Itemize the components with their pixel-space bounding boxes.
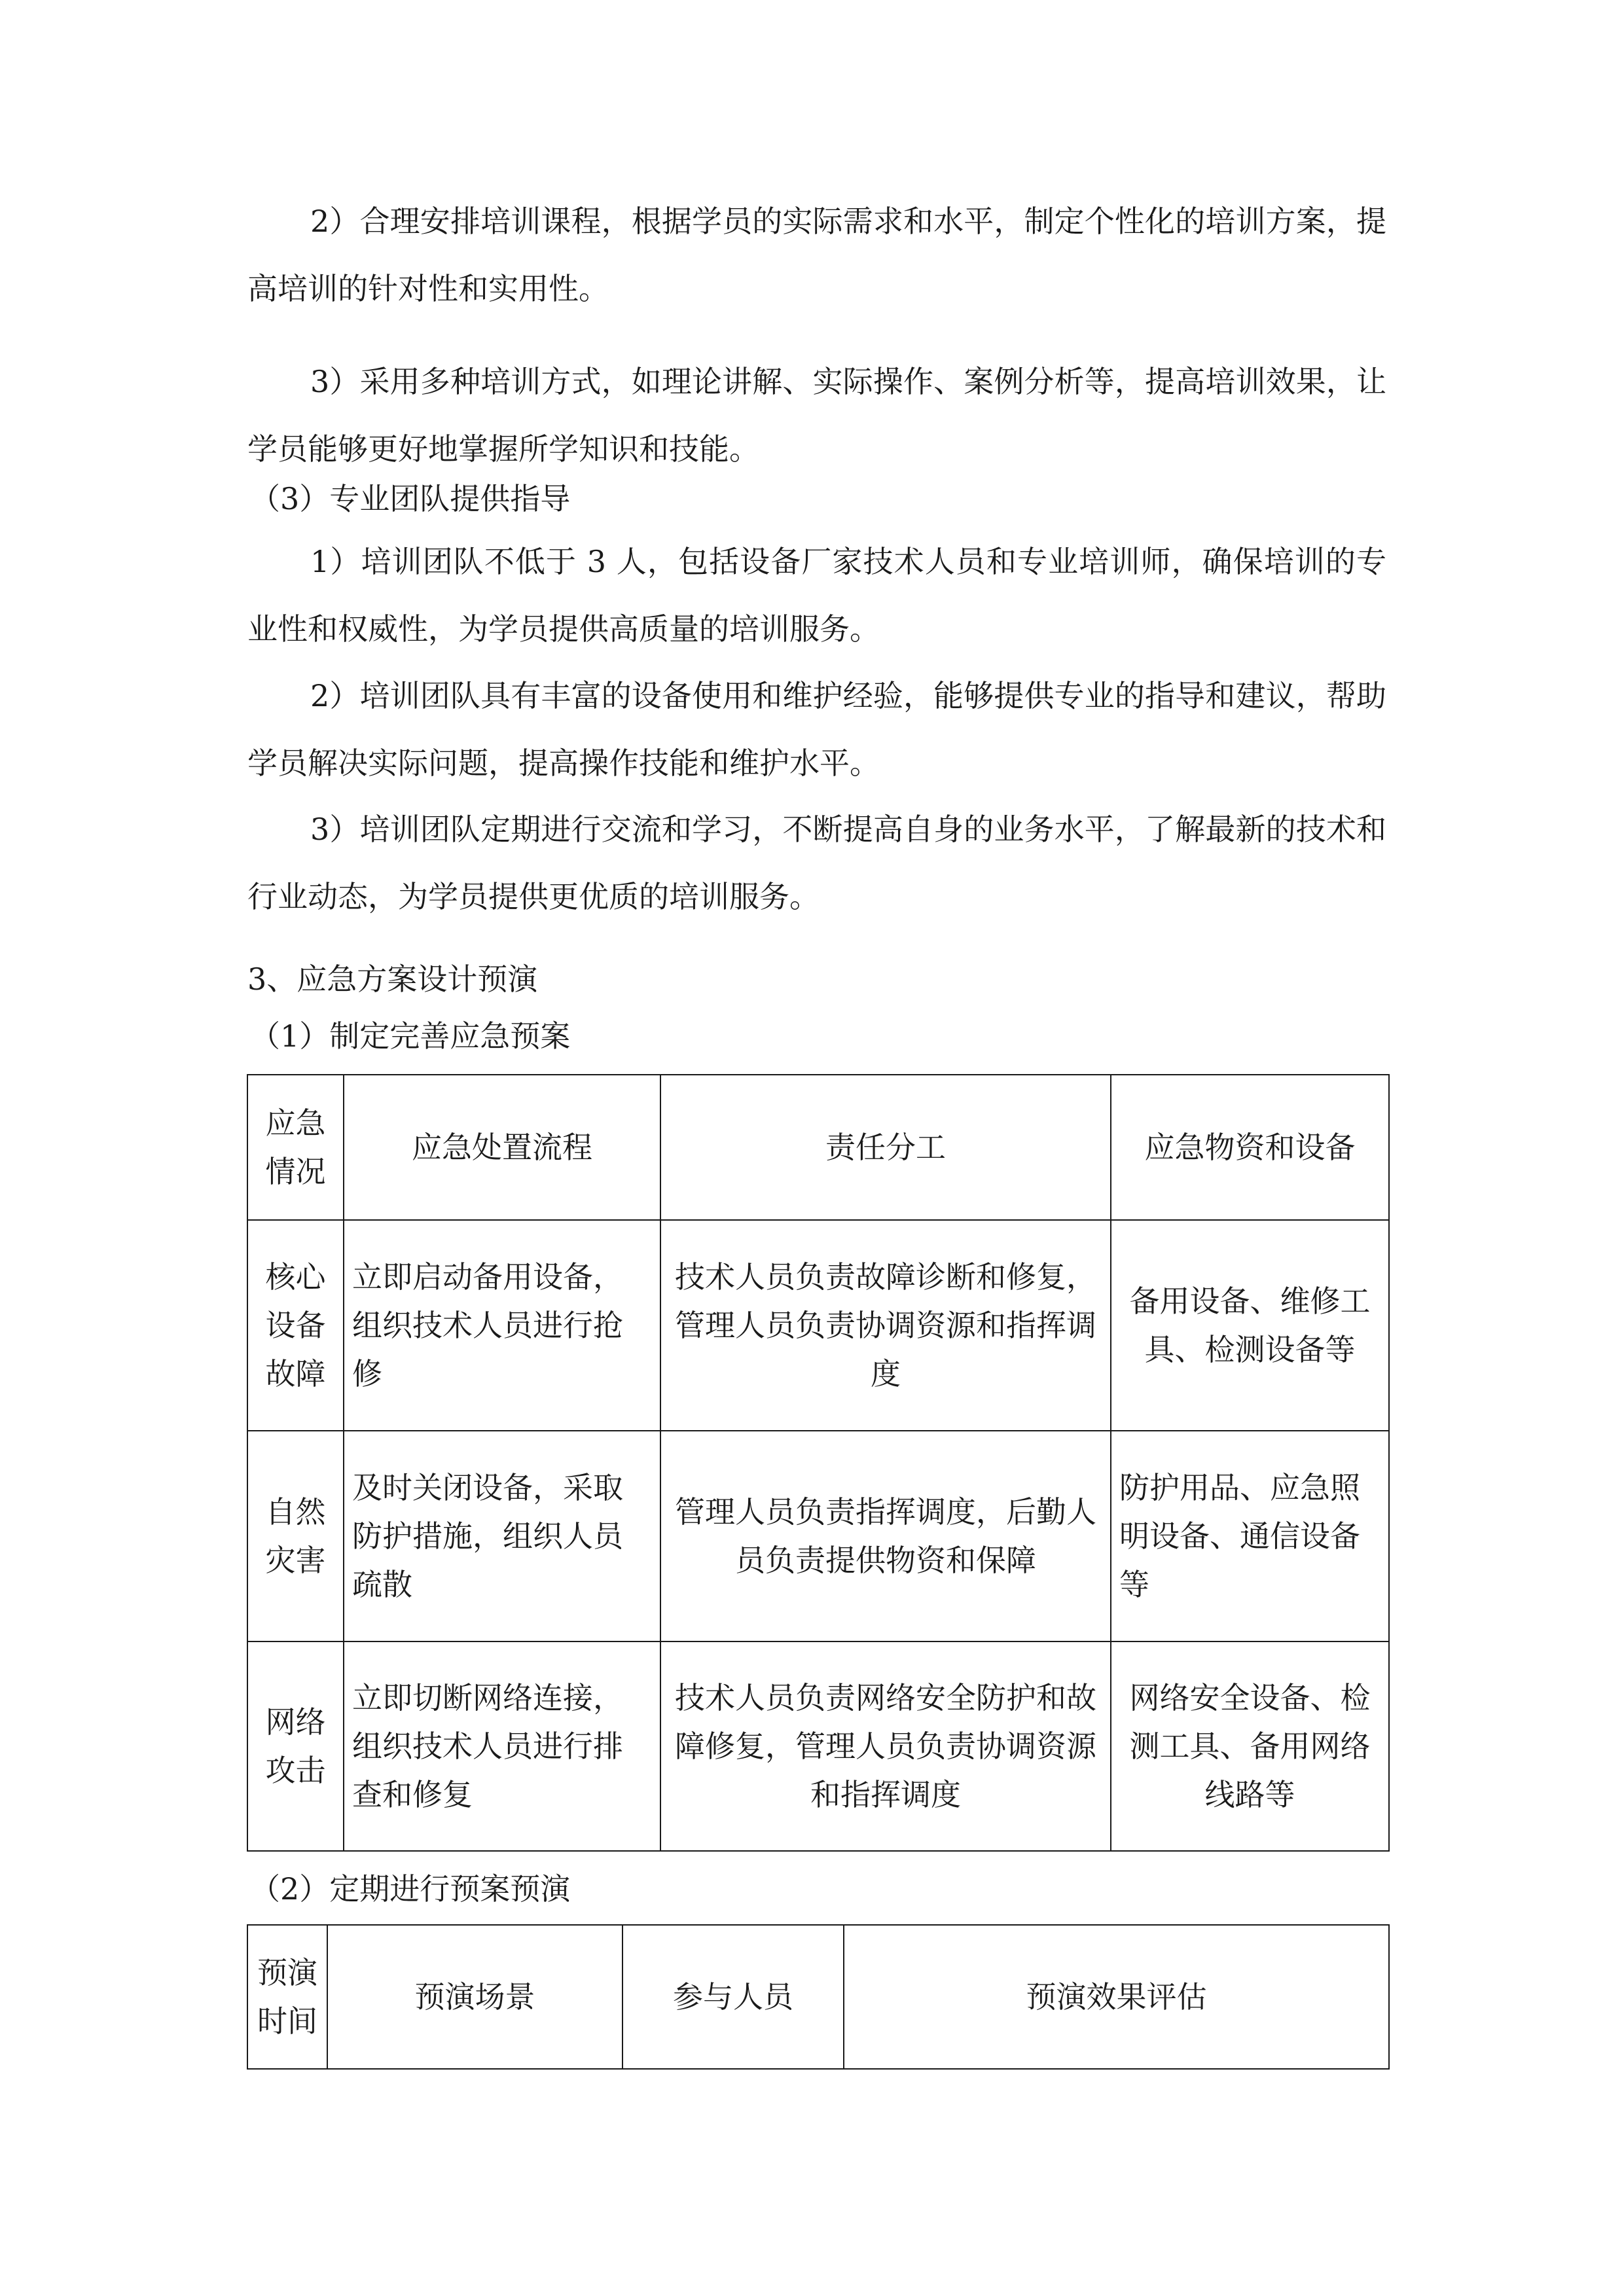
table-cell: 立即切断网络连接，组织技术人员进行排查和修复 [344, 1641, 660, 1851]
table-cell: 网络安全设备、检测工具、备用网络线路等 [1111, 1641, 1389, 1851]
header-cell: 责任分工 [660, 1075, 1111, 1220]
emergency-plan-table [247, 1074, 1390, 1852]
table-header-row [247, 1925, 1389, 2069]
header-cell: 应急情况 [247, 1075, 344, 1220]
paragraph-training-methods: 3）采用多种培训方式，如理论讲解、实际操作、案例分析等，提高培训效果，让学员能够更好地掌握所学知识和技能。 [247, 364, 1386, 467]
table-cell: 备用设备、维修工具、检测设备等 [1111, 1220, 1389, 1431]
paragraph-training-course: 2）合理安排培训课程，根据学员的实际需求和水平，制定个性化的培训方案，提高培训的针对性和实用性。 [247, 204, 1386, 306]
table-cell: 核心设备故障 [247, 1220, 344, 1431]
table-cell: 管理人员负责指挥调度，后勤人员负责提供物资和保障 [660, 1431, 1111, 1641]
table-header-row [247, 1075, 1389, 1220]
table-cell: 网络攻击 [247, 1641, 344, 1851]
table-row [247, 1431, 1389, 1641]
header-cell: 预演场景 [327, 1925, 623, 2069]
table-cell: 防护用品、应急照明设备、通信设备等 [1111, 1431, 1389, 1641]
paragraph-team-experience: 2）培训团队具有丰富的设备使用和维护经验，能够提供专业的指导和建议，帮助学员解决实际问题，提高操作技能和维护水平。 [247, 678, 1386, 781]
heading-drill: （2）定期进行预案预演 [250, 1871, 571, 1907]
header-cell: 应急处置流程 [344, 1075, 660, 1220]
paragraph-team-learning: 3）培训团队定期进行交流和学习，不断提高自身的业务水平，了解最新的技术和行业动态，为学员提供更优质的培训服务。 [247, 812, 1386, 914]
table-cell: 及时关闭设备，采取防护措施，组织人员疏散 [344, 1431, 660, 1641]
header-cell: 预演时间 [247, 1925, 327, 2069]
table-cell: 立即启动备用设备，组织技术人员进行抢修 [344, 1220, 660, 1431]
table-row [247, 1641, 1389, 1851]
header-cell: 参与人员 [623, 1925, 844, 2069]
table-row [247, 1220, 1389, 1431]
table-cell: 技术人员负责网络安全防护和故障修复，管理人员负责协调资源和指挥调度 [660, 1641, 1111, 1851]
paragraph-team-size: 1）培训团队不低于 3 人，包括设备厂家技术人员和专业培训师，确保培训的专业性和权威性，为学员提供高质量的培训服务。 [247, 544, 1386, 647]
heading-emergency-plan: （1）制定完善应急预案 [250, 1018, 571, 1054]
table-cell: 自然灾害 [247, 1431, 344, 1641]
drill-table [247, 1924, 1390, 2070]
heading-section-3: 3、应急方案设计预演 [247, 961, 538, 997]
header-cell: 预演效果评估 [844, 1925, 1389, 2069]
heading-team-guidance: （3）专业团队提供指导 [250, 481, 571, 516]
table-cell: 技术人员负责故障诊断和修复，管理人员负责协调资源和指挥调度 [660, 1220, 1111, 1431]
header-cell: 应急物资和设备 [1111, 1075, 1389, 1220]
